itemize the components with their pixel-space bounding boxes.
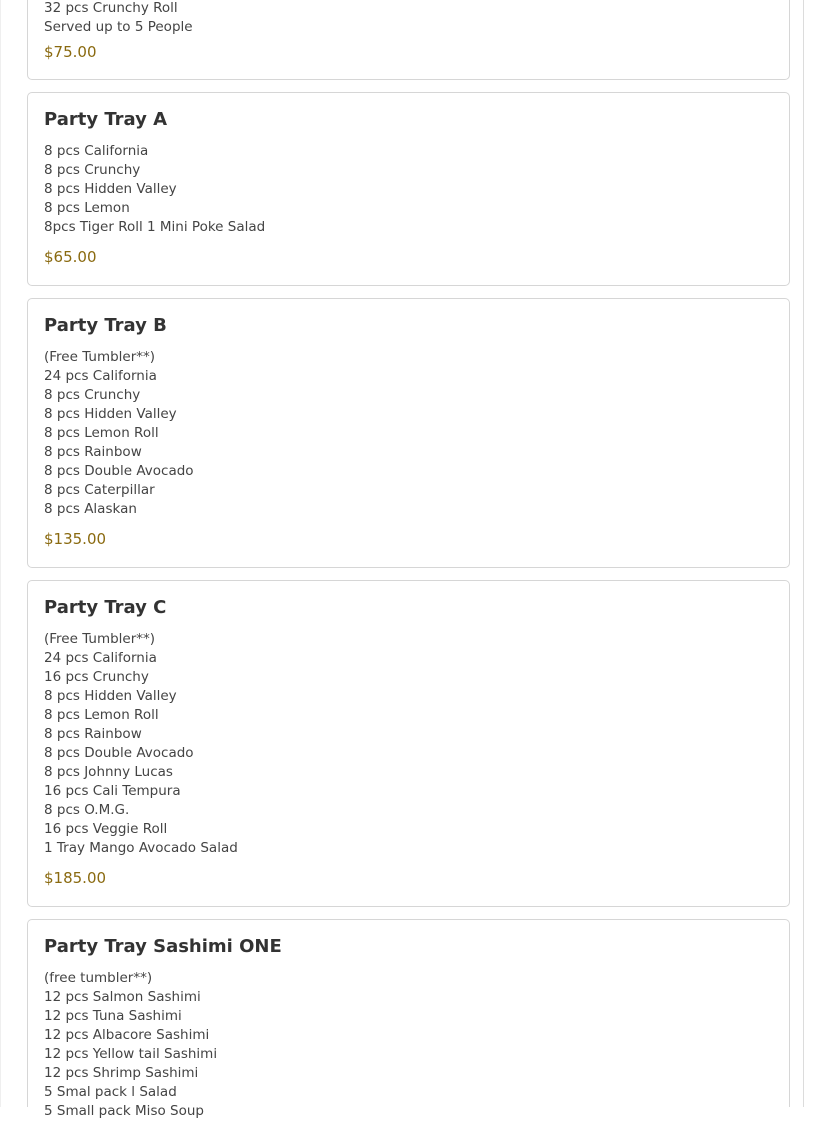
description-line: 24 pcs California: [44, 650, 157, 666]
item-title: Party Tray C: [44, 597, 167, 618]
description-line: 16 pcs Veggie Roll: [44, 821, 168, 837]
description-line: (Free Tumbler**): [44, 349, 156, 365]
menu-item-card[interactable]: [27, 298, 790, 568]
item-price: $135.00: [44, 530, 107, 548]
item-description: [44, 348, 194, 519]
item-title: Party Tray Sashimi ONE: [44, 936, 282, 957]
item-title: Party Tray B: [44, 315, 167, 336]
description-line: 8 pcs Hidden Valley: [44, 181, 177, 197]
description-line: 16 pcs Cali Tempura: [44, 783, 181, 799]
description-line: 8 pcs Lemon Roll: [44, 707, 159, 723]
description-line: 8 pcs Johnny Lucas: [44, 764, 173, 780]
description-line: 8 pcs Alaskan: [44, 501, 137, 517]
item-description: [44, 0, 193, 37]
menu-item-card[interactable]: [27, 580, 790, 907]
page-edge-right: [803, 0, 804, 1107]
item-description: [44, 630, 238, 858]
menu-item-card[interactable]: [27, 919, 790, 1119]
description-line: 12 pcs Salmon Sashimi: [44, 989, 201, 1005]
description-line: 5 Small pack Miso Soup: [44, 1103, 204, 1119]
description-line: (Free Tumbler**): [44, 631, 156, 647]
description-line: 16 pcs Crunchy: [44, 669, 149, 685]
item-price: $75.00: [44, 43, 97, 61]
item-price: $65.00: [44, 248, 97, 266]
description-line: 8 pcs Hidden Valley: [44, 406, 177, 422]
description-line: 32 pcs Crunchy Roll: [44, 0, 178, 16]
description-line: 8 pcs Hidden Valley: [44, 688, 177, 704]
description-line: 12 pcs Albacore Sashimi: [44, 1027, 210, 1043]
description-line: 12 pcs Shrimp Sashimi: [44, 1065, 199, 1081]
item-price: $185.00: [44, 869, 107, 887]
description-line: 8 pcs Crunchy: [44, 387, 141, 403]
item-title: Party Tray A: [44, 109, 168, 130]
description-line: 8 pcs Rainbow: [44, 726, 142, 742]
menu-item-card[interactable]: [27, 0, 790, 80]
description-line: 5 Smal pack l Salad: [44, 1084, 177, 1100]
description-line: 8 pcs Double Avocado: [44, 463, 194, 479]
description-line: 12 pcs Yellow tail Sashimi: [44, 1046, 218, 1062]
description-line: 8pcs Tiger Roll 1 Mini Poke Salad: [44, 219, 266, 235]
description-line: (free tumbler**): [44, 970, 153, 986]
description-line: 8 pcs Double Avocado: [44, 745, 194, 761]
page-edge-left: [0, 0, 1, 1107]
item-description: [44, 142, 265, 237]
description-line: 8 pcs Rainbow: [44, 444, 142, 460]
item-description: [44, 969, 217, 1121]
description-line: 8 pcs California: [44, 143, 149, 159]
description-line: Served up to 5 People: [44, 19, 193, 35]
description-line: 24 pcs California: [44, 368, 157, 384]
description-line: 8 pcs O.M.G.: [44, 802, 130, 818]
description-line: 8 pcs Lemon: [44, 200, 130, 216]
description-line: 1 Tray Mango Avocado Salad: [44, 840, 238, 856]
menu-item-card[interactable]: [27, 92, 790, 286]
description-line: 8 pcs Crunchy: [44, 162, 141, 178]
description-line: 12 pcs Tuna Sashimi: [44, 1008, 182, 1024]
description-line: 8 pcs Lemon Roll: [44, 425, 159, 441]
description-line: 8 pcs Caterpillar: [44, 482, 155, 498]
